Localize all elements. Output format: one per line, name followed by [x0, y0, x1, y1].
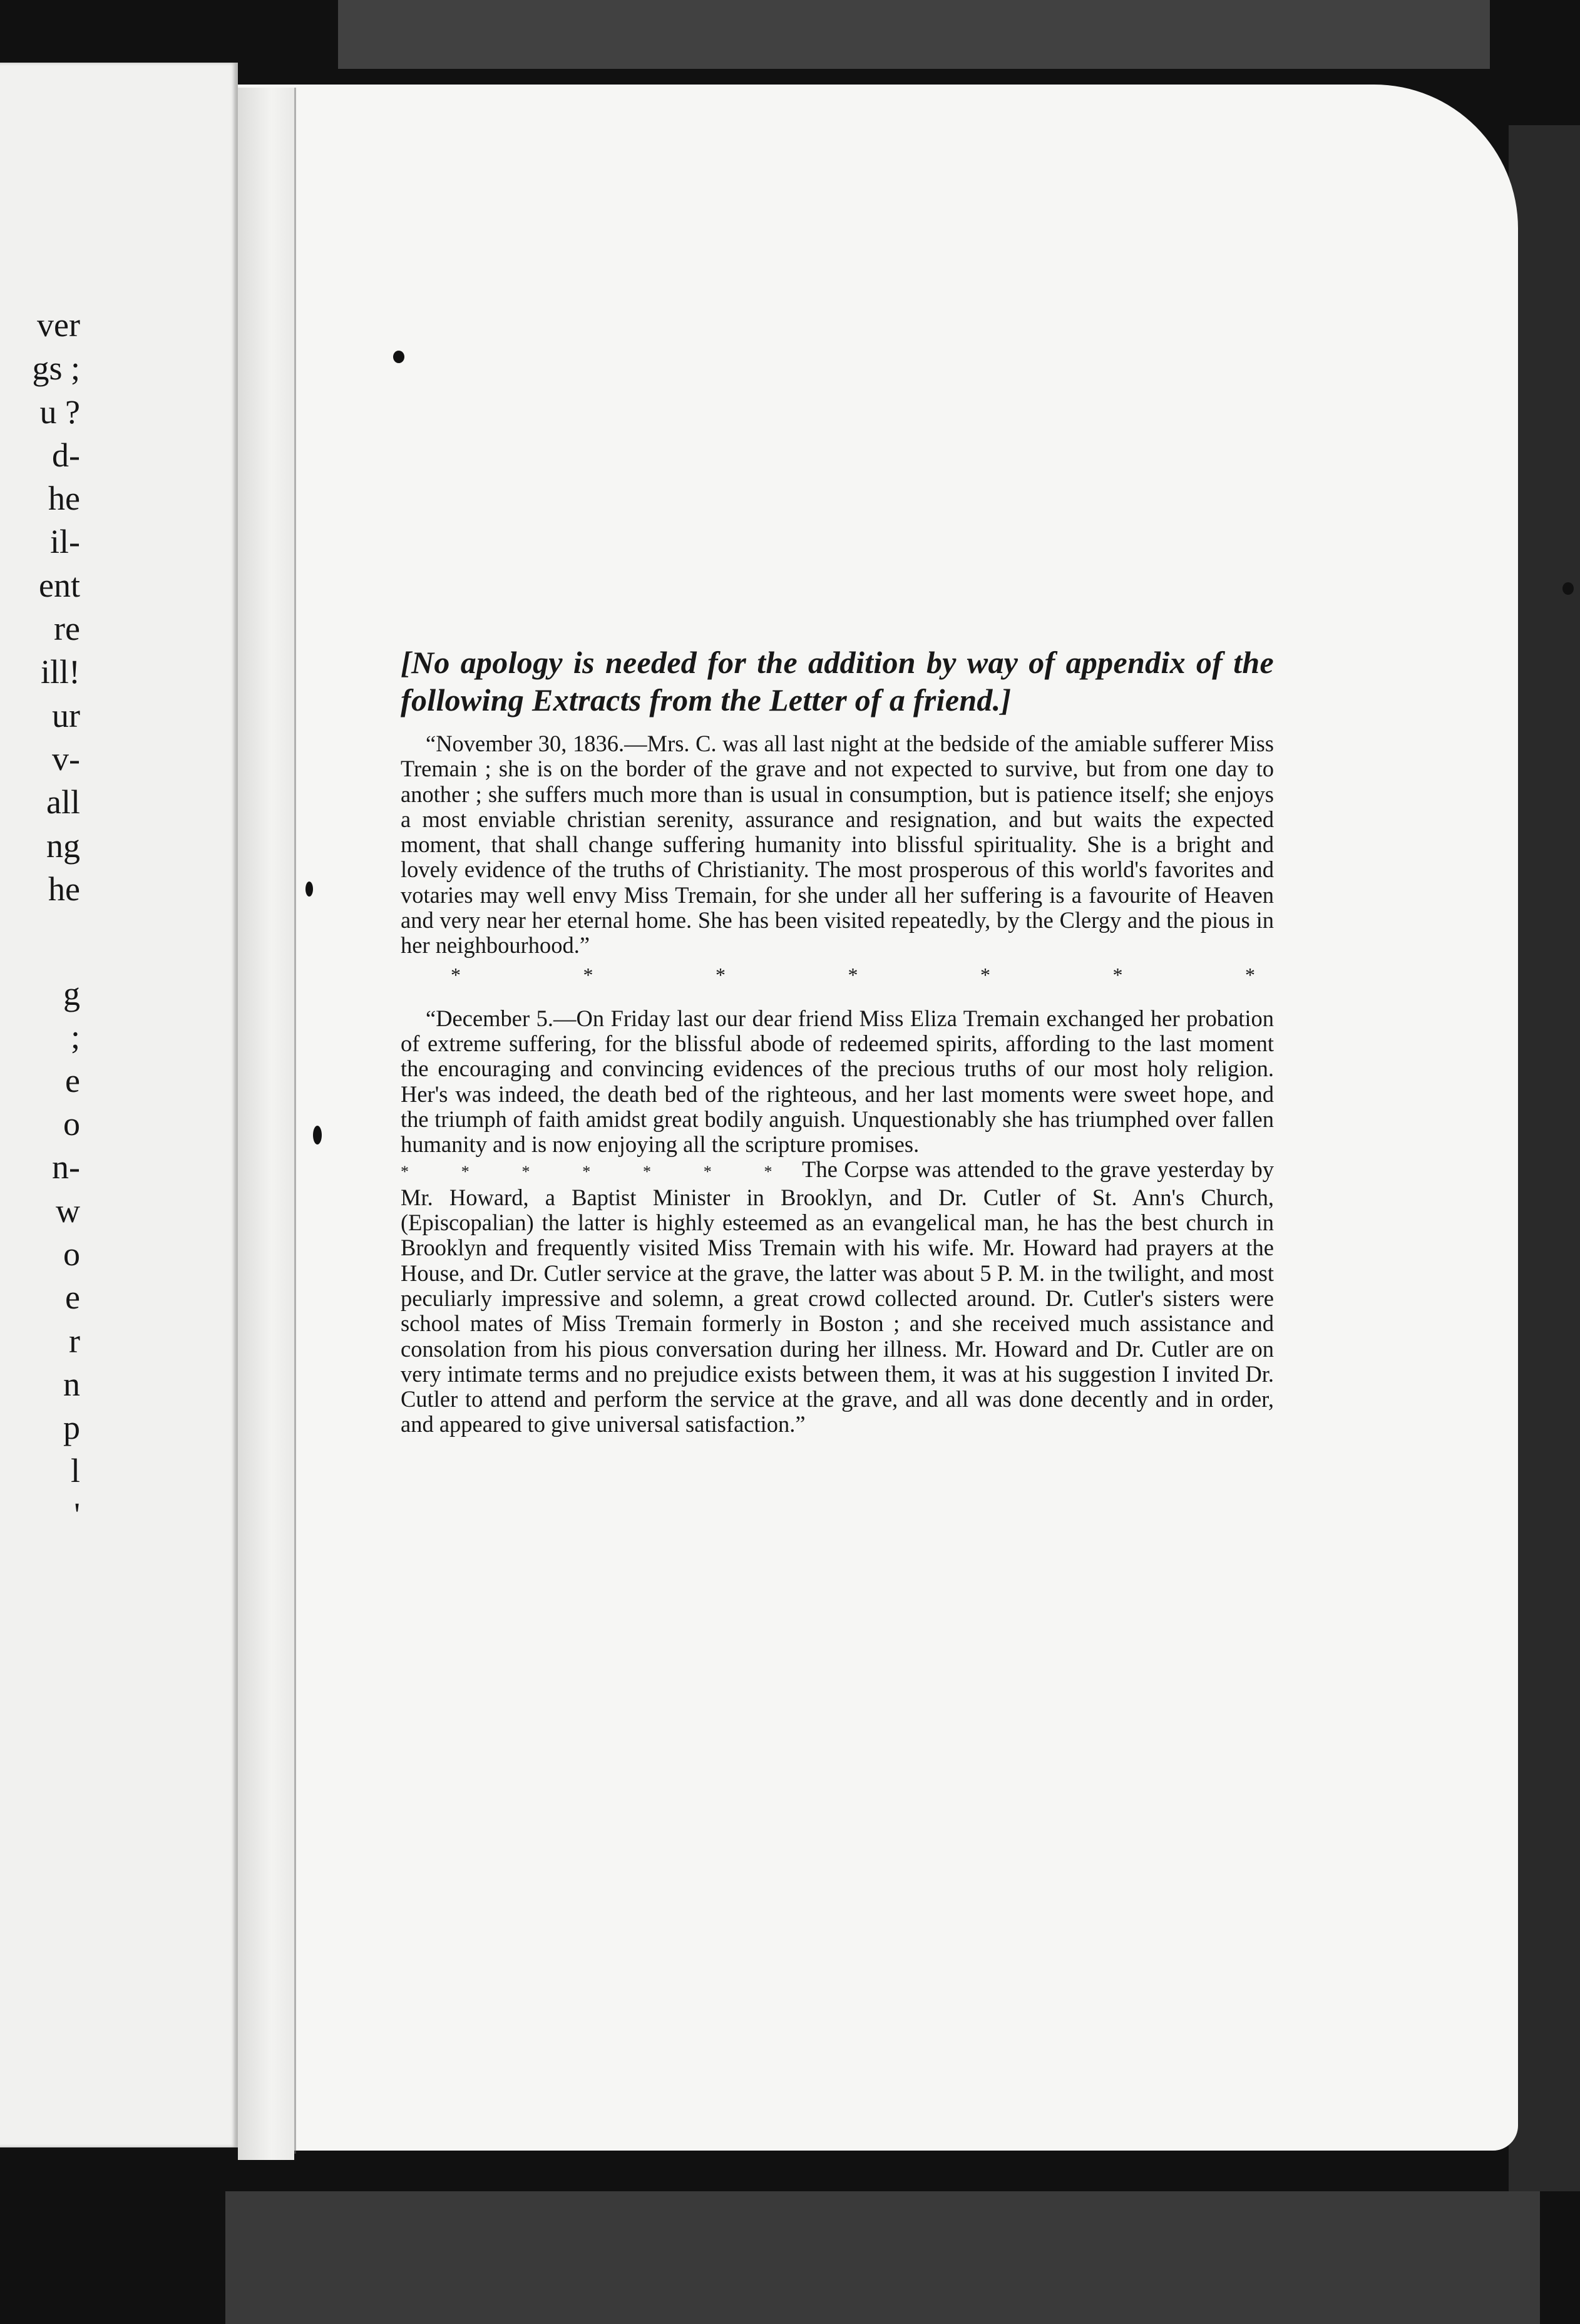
fragment-line: he: [48, 480, 80, 518]
fragment-line: il-: [50, 523, 80, 561]
fragment-line: d-: [52, 436, 80, 474]
separator-star: *: [451, 963, 461, 986]
page-gutter: [238, 88, 294, 2160]
previous-page: [0, 63, 238, 2147]
fragment-line: ill!: [41, 653, 80, 691]
fragment-line: ': [74, 1495, 80, 1533]
fragment-line: e: [65, 1278, 80, 1317]
fragment-gap: [5, 911, 80, 972]
inline-stars: * * * * * * *: [401, 1163, 796, 1181]
preface-note: [No apology is needed for the addition by way of appendix of the following Extracts from the Letter of a friend.]: [401, 645, 1274, 717]
fragment-line: ver: [37, 306, 80, 344]
fragment-line: g: [63, 975, 80, 1013]
fragment-line: l: [70, 1452, 80, 1490]
scan-edge-right: [1509, 125, 1580, 2191]
fragment-line: r: [69, 1322, 80, 1360]
separator-star: *: [1245, 963, 1255, 986]
scan-speck: [313, 1126, 322, 1144]
fragment-line: ;: [70, 1018, 80, 1056]
scan-speck: [393, 351, 404, 363]
fragment-line: gs ;: [32, 349, 80, 388]
scan-speck: [1562, 582, 1574, 595]
fragment-line: all: [46, 783, 80, 821]
fragment-line: ur: [52, 696, 80, 734]
fragment-line: o: [63, 1105, 80, 1143]
separator-star: *: [1112, 963, 1123, 986]
letter-entry-november: “November 30, 1836.—Mrs. C. was all last night at the bedside of the amiable sufferer Miss Tremain ; she is on the border of the grave and not expected to survive, but from one day to another ; she suffers much more than is usual in consumption, but is patience itself; she enjoys a most enviable christian serenity, assurance and resignation, and but waits the expected moment, that shall change suffering humanity into blissful spirituality. She is a bright and lovely evidence of the truths of Christianity. The most prosperous of this world's favorites and votaries may well envy Miss Tremain, for she under all her suffering is a favourite of Heaven and very near her eternal home. She has been visited repeatedly, by the Clergy and the pious in her neighbourhood.”: [401, 731, 1274, 959]
fragment-line: u ?: [39, 393, 80, 431]
fragment-line: n: [63, 1365, 80, 1403]
letter-entry-continuation: [401, 1157, 1274, 1437]
fragment-line: v-: [52, 739, 80, 778]
separator-star: *: [980, 963, 990, 986]
separator-star: *: [848, 963, 858, 986]
fragment-line: p: [63, 1409, 80, 1447]
binding-line: [294, 88, 296, 2154]
scan-edge-bottom: [225, 2191, 1540, 2324]
scan-speck: [305, 882, 313, 897]
fragment-line: n-: [52, 1148, 80, 1186]
previous-page-text-fragments: [5, 304, 80, 1536]
fragment-line: w: [56, 1191, 80, 1230]
separator-star: *: [583, 963, 593, 986]
fragment-line: ent: [39, 566, 80, 604]
fragment-line: re: [54, 610, 80, 648]
fragment-line: o: [63, 1235, 80, 1273]
separator-star: *: [716, 963, 726, 986]
scan-edge-top: [338, 0, 1490, 69]
page-text-block: [401, 644, 1274, 1437]
continuation-text: The Corpse was attended to the grave yesterday by Mr. Howard, a Baptist Minister in Brooklyn, and Dr. Cutler of St. Ann's Church, (Episcopalian) the latter is highly esteemed as an evangelical man, he has the best church in Brooklyn and frequently visited Miss Tremain with his wife. Mr. Howard had prayers at the House, and Dr. Cutler service at the grave, the latter was about 5 P. M. in the twilight, and most peculiarly impressive and solemn, a great crowd collected around. Dr. Cutler's sisters were school mates of Miss Tremain formerly in Boston ; and she received much assistance and consolation from his pious conversation during her illness. Mr. Howard and Dr. Cutler are on very intimate terms and no prejudice exists between them, it was at his suggestion I invited Dr. Cutler to attend and perform the service at the grave, and all was done decently and in order, and appeared to give universal satisfaction.”: [401, 1156, 1275, 1437]
fragment-line: e: [65, 1061, 80, 1099]
fragment-line: ng: [46, 826, 80, 865]
letter-entry-december: “December 5.—On Friday last our dear friend Miss Eliza Tremain exchanged her probation of extreme suffering, for the blissful abode of redeemed spirits, affording to the last moment the encouraging and convincing evidences of the precious truths of our most holy religion. Her's was indeed, the death bed of the righteous, and her last moments were sweet hope, and the triumph of faith amidst great bodily anguish. Unquestionably she has triumphed over fallen humanity and is now enjoying all the scripture promises.: [401, 1005, 1274, 1158]
fragment-line: he: [48, 870, 80, 908]
section-separator: [401, 962, 1274, 987]
